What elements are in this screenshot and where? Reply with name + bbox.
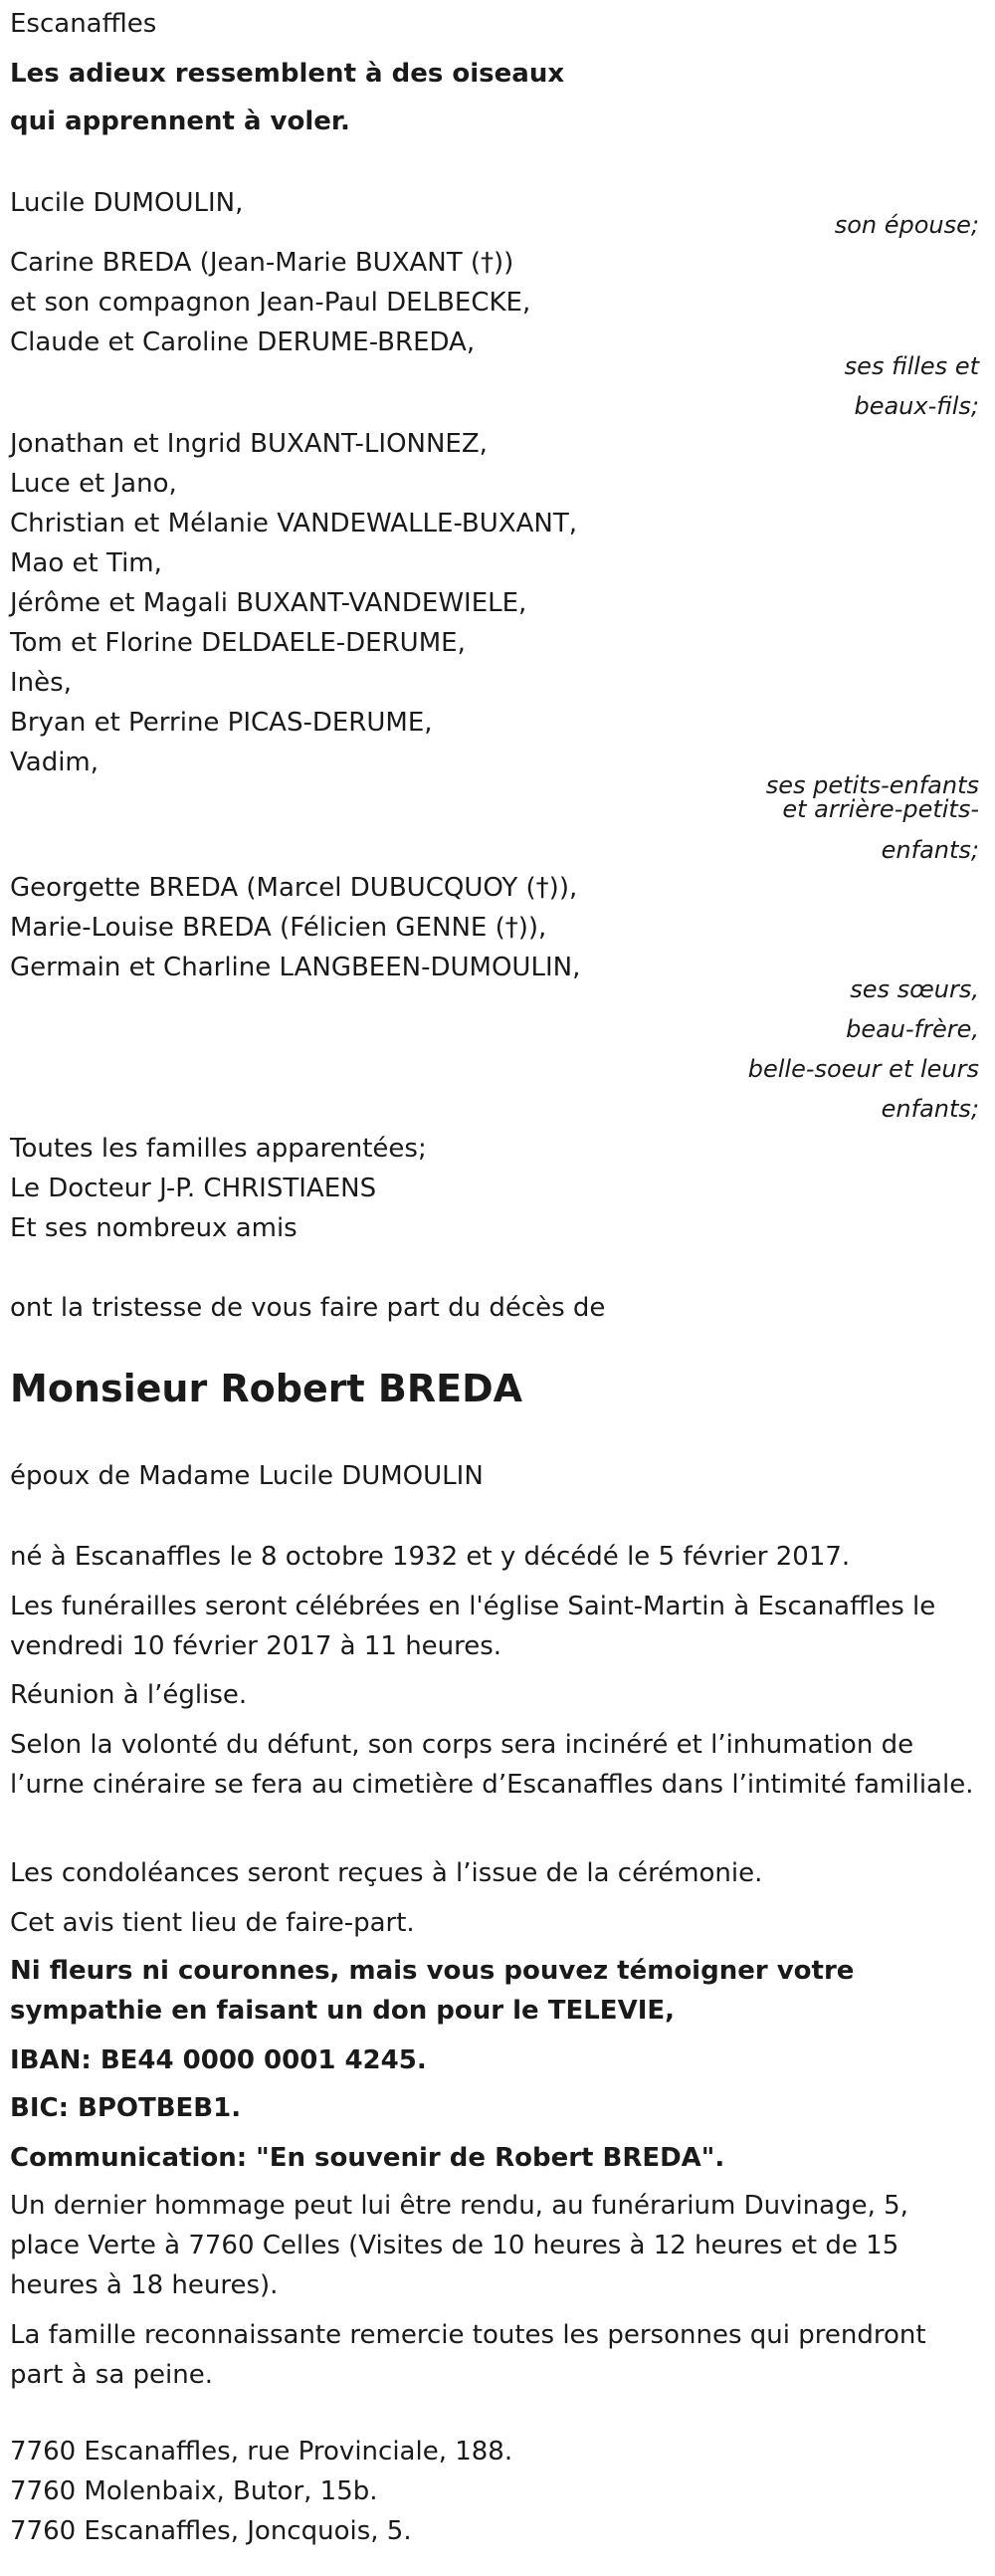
children-role-line: ses filles et [844, 352, 979, 380]
notice-info: Cet avis tient lieu de faire-part. [10, 1908, 415, 1938]
grandchild-line: Jérôme et Magali BUXANT-VANDEWIELE, [10, 588, 527, 618]
reunion-info: Réunion à l’église. [10, 1680, 248, 1710]
grandchild-line: Bryan et Perrine PICAS-DERUME, [10, 708, 433, 738]
others-line: Toutes les familles apparentées; [10, 1134, 427, 1164]
grandchildren-role-line: et arrière-petits- [782, 795, 979, 823]
grandchildren-role-line: enfants; [881, 836, 979, 864]
flowers-info: Ni fleurs ni couronnes, mais vous pouvez témoigner votre sympathie en faisant un don pour le TELEVIE, [10, 1956, 855, 2026]
deceased-name: Monsieur Robert BREDA [10, 1367, 523, 1410]
grandchild-line: Jonathan et Ingrid BUXANT-LIONNEZ, [10, 429, 488, 459]
communication: Communication: "En souvenir de Robert BREDA". [10, 2143, 725, 2173]
announcement-intro: ont la tristesse de vous faire part du décès de [10, 1293, 606, 1323]
child-line: et son compagnon Jean-Paul DELBECKE, [10, 288, 531, 318]
bic: BIC: BPOTBEB1. [10, 2093, 242, 2123]
others-line: Le Docteur J-P. CHRISTIAENS [10, 1174, 377, 1203]
grandchild-line: Mao et Tim, [10, 548, 162, 578]
quote-line-2: qui apprennent à voler. [10, 107, 350, 136]
address-line: 7760 Escanaffles, Joncquois, 5. [10, 2516, 412, 2546]
condolences-info: Les condoléances seront reçues à l’issue de la cérémonie. [10, 1858, 763, 1888]
address-line: 7760 Molenbaix, Butor, 15b. [10, 2476, 378, 2506]
sibling-line: Georgette BREDA (Marcel DUBUCQUOY (†)), [10, 873, 578, 903]
siblings-role-line: beau-frère, [846, 1015, 979, 1043]
child-line: Claude et Caroline DERUME-BREDA, [10, 327, 476, 357]
spouse-name: Lucile DUMOULIN, [10, 188, 244, 218]
funeral-info: Les funérailles seront célébrées en l'église Saint-Martin à Escanaffles le vendredi 10 février 2017 à 11 heures. [10, 1592, 936, 1661]
spouse-of: époux de Madame Lucile DUMOULIN [10, 1461, 484, 1491]
quote-line-1: Les adieux ressemblent à des oiseaux [10, 59, 565, 89]
child-line: Carine BREDA (Jean-Marie BUXANT (†)) [10, 248, 514, 278]
grandchild-line: Christian et Mélanie VANDEWALLE-BUXANT, [10, 509, 577, 538]
address-line: 7760 Escanaffles, rue Provinciale, 188. [10, 2437, 513, 2467]
grandchild-line: Tom et Florine DELDAELE-DERUME, [10, 628, 466, 658]
cremation-info: Selon la volonté du défunt, son corps sera incinéré et l’inhumation de l’urne cinéraire se fera au cimetière d’Escanaffles dans l’intimité familiale. [10, 1730, 974, 1800]
tribute-info: Un dernier hommage peut lui être rendu, au funérarium Duvinage, 5, place Verte à 7760 Celles (Visites de 10 heures à 12 heures et de 15 heures à 18 heures). [10, 2191, 908, 2300]
birth-death: né à Escanaffles le 8 octobre 1932 et y décédé le 5 février 2017. [10, 1542, 851, 1572]
others-line: Et ses nombreux amis [10, 1213, 298, 1243]
siblings-role-line: enfants; [881, 1095, 979, 1123]
spouse-role: son épouse; [834, 211, 979, 239]
children-role-line: beaux-fils; [854, 392, 979, 420]
iban: IBAN: BE44 0000 0001 4245. [10, 2045, 427, 2075]
header-location: Escanaffles [10, 9, 157, 39]
siblings-role-line: belle-soeur et leurs [747, 1055, 979, 1083]
grandchild-line: Luce et Jano, [10, 469, 177, 499]
thanks-info: La famille reconnaissante remercie toutes les personnes qui prendront part à sa peine. [10, 2320, 926, 2390]
grandchild-line: Inès, [10, 668, 72, 698]
grandchildren-role-line: ses petits-enfants [765, 771, 979, 799]
grandchild-line: Vadim, [10, 748, 100, 777]
sibling-line: Germain et Charline LANGBEEN-DUMOULIN, [10, 953, 581, 982]
sibling-line: Marie-Louise BREDA (Félicien GENNE (†)), [10, 913, 547, 943]
siblings-role-line: ses sœurs, [850, 975, 979, 1003]
